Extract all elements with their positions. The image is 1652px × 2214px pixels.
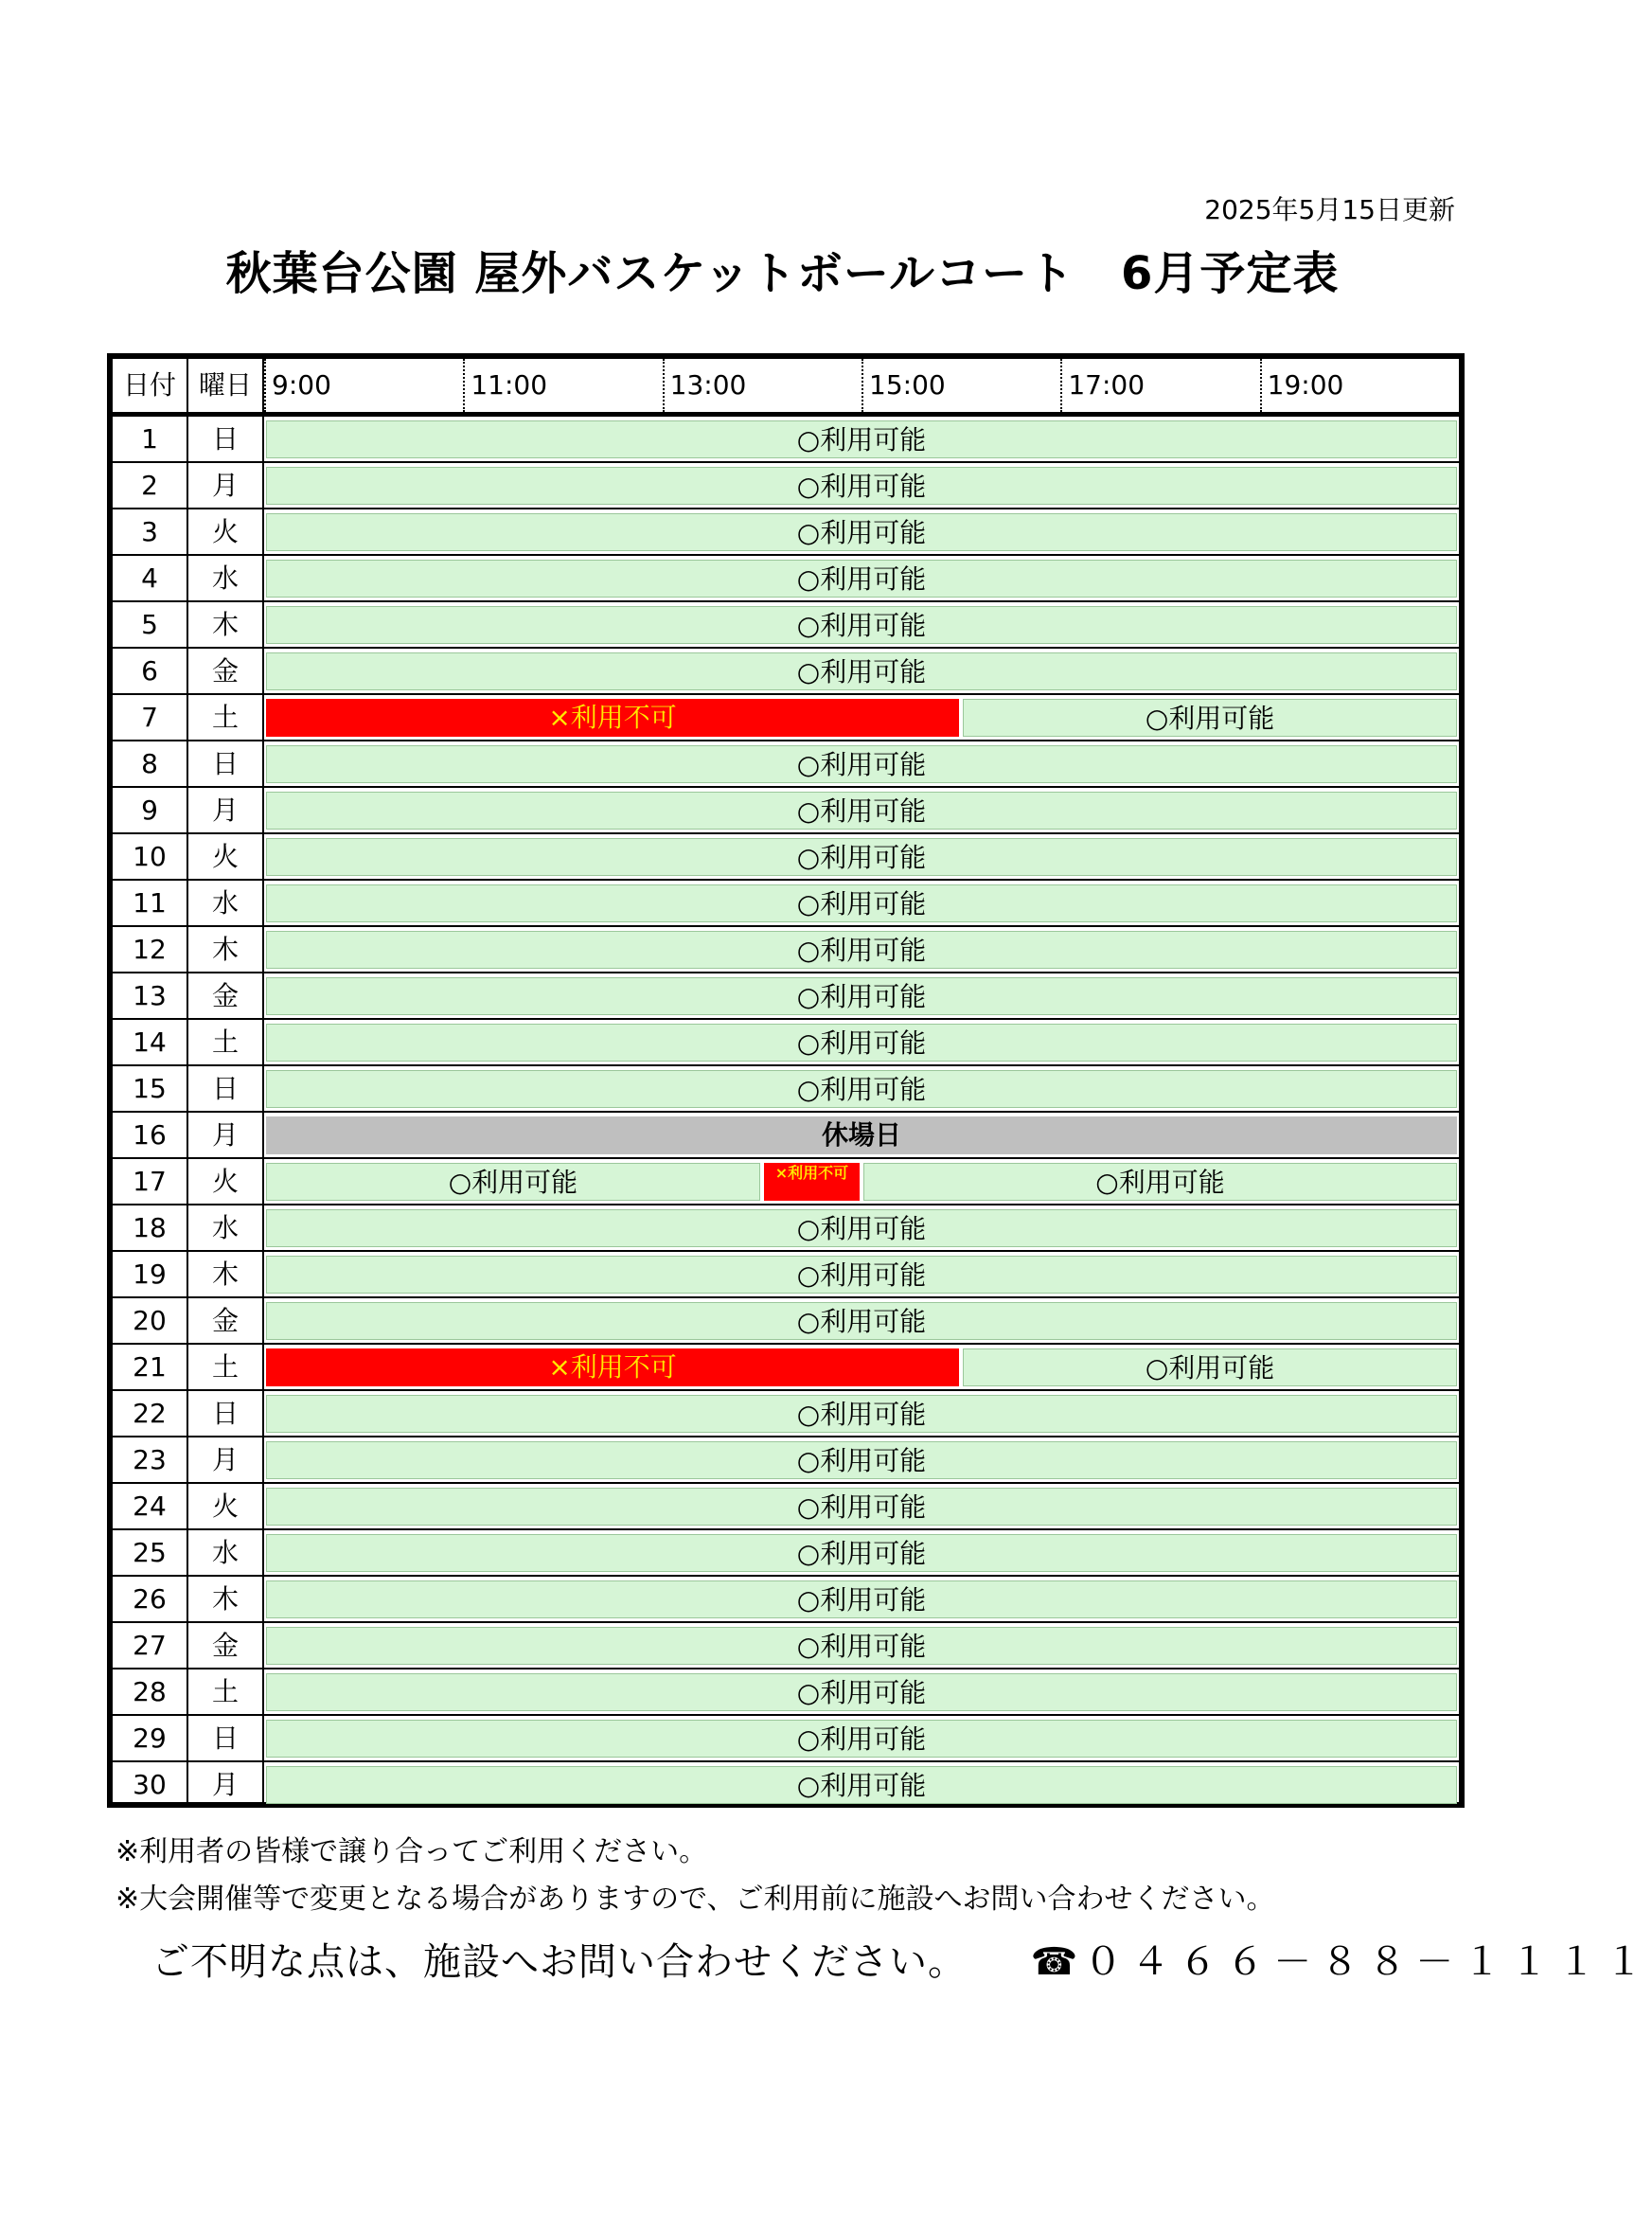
row-weekday: 火	[188, 834, 264, 879]
slot-available: ○利用可能	[266, 1209, 1457, 1247]
row-weekday: 木	[188, 1577, 264, 1621]
slot-available: ○利用可能	[266, 652, 1457, 690]
schedule-row	[113, 1669, 1459, 1716]
slot-available: ○利用可能	[266, 745, 1457, 783]
schedule-row	[113, 1530, 1459, 1577]
row-weekday: 月	[188, 1762, 264, 1807]
row-weekday: 水	[188, 1205, 264, 1250]
time-label: 13:00	[669, 369, 747, 401]
header-day: 曜日	[188, 359, 264, 412]
row-date: 27	[113, 1623, 188, 1668]
time-label: 19:00	[1267, 369, 1344, 401]
schedule-row	[113, 509, 1459, 556]
time-tick	[264, 359, 331, 412]
row-weekday: 土	[188, 1020, 264, 1064]
row-date: 2	[113, 463, 188, 508]
row-date: 26	[113, 1577, 188, 1621]
schedule-row	[113, 927, 1459, 973]
schedule-row	[113, 1205, 1459, 1252]
time-tick	[862, 359, 946, 412]
row-weekday: 月	[188, 1437, 264, 1482]
row-date: 13	[113, 973, 188, 1018]
note-share: ※利用者の皆様で譲り合ってご利用ください。	[115, 1835, 708, 1868]
schedule-row	[113, 602, 1459, 649]
schedule-row	[113, 741, 1459, 788]
row-date: 8	[113, 741, 188, 786]
row-date: 20	[113, 1298, 188, 1343]
schedule-header	[113, 359, 1459, 417]
row-date: 7	[113, 695, 188, 740]
schedule-row	[113, 649, 1459, 695]
slot-available: ○利用可能	[266, 1163, 760, 1201]
time-tick	[463, 359, 548, 412]
row-date: 25	[113, 1530, 188, 1575]
slot-available: ○利用可能	[266, 792, 1457, 830]
slot-available: ○利用可能	[266, 513, 1457, 551]
slot-available: ○利用可能	[266, 838, 1457, 876]
row-weekday: 月	[188, 463, 264, 508]
row-weekday: 水	[188, 1530, 264, 1575]
slot-available: ○利用可能	[266, 1720, 1457, 1758]
row-weekday: 日	[188, 1716, 264, 1760]
row-weekday: 土	[188, 1345, 264, 1389]
row-weekday: 日	[188, 741, 264, 786]
schedule-row	[113, 1623, 1459, 1669]
row-date: 17	[113, 1159, 188, 1204]
slot-available: ○利用可能	[266, 977, 1457, 1015]
row-date: 19	[113, 1252, 188, 1296]
slot-available: ○利用可能	[266, 1766, 1457, 1804]
schedule-row	[113, 1113, 1459, 1159]
slot-available: ○利用可能	[266, 560, 1457, 598]
schedule-row	[113, 1437, 1459, 1484]
time-tick	[663, 359, 747, 412]
row-date: 21	[113, 1345, 188, 1389]
slot-available: ○利用可能	[266, 1534, 1457, 1572]
slot-available: ○利用可能	[266, 931, 1457, 969]
contact-text: ご不明な点は、施設へお問い合わせください。	[151, 1940, 967, 1984]
schedule-row	[113, 1159, 1459, 1205]
row-date: 18	[113, 1205, 188, 1250]
schedule-row	[113, 1298, 1459, 1345]
schedule-table	[107, 353, 1465, 1808]
row-date: 12	[113, 927, 188, 972]
slot-available: ○利用可能	[266, 1070, 1457, 1108]
schedule-row	[113, 1345, 1459, 1391]
row-date: 16	[113, 1113, 188, 1157]
row-date: 23	[113, 1437, 188, 1482]
row-date: 6	[113, 649, 188, 693]
slot-available: ○利用可能	[266, 1441, 1457, 1479]
schedule-row	[113, 695, 1459, 741]
row-date: 24	[113, 1484, 188, 1528]
row-weekday: 水	[188, 556, 264, 600]
row-weekday: 木	[188, 1252, 264, 1296]
time-tick	[1260, 359, 1344, 412]
row-date: 3	[113, 509, 188, 554]
time-tick	[1060, 359, 1146, 412]
row-weekday: 月	[188, 788, 264, 832]
schedule-row	[113, 834, 1459, 881]
row-date: 10	[113, 834, 188, 879]
slot-available: ○利用可能	[266, 1627, 1457, 1665]
row-weekday: 金	[188, 1623, 264, 1668]
row-date: 5	[113, 602, 188, 647]
contact-line	[151, 1932, 1652, 1986]
row-weekday: 火	[188, 1159, 264, 1204]
row-date: 22	[113, 1391, 188, 1436]
slot-available: ○利用可能	[266, 420, 1457, 458]
row-weekday: 木	[188, 602, 264, 647]
schedule-row	[113, 1066, 1459, 1113]
schedule-row	[113, 463, 1459, 509]
schedule-row	[113, 788, 1459, 834]
schedule-row	[113, 1391, 1459, 1437]
row-weekday: 金	[188, 649, 264, 693]
schedule-row	[113, 417, 1459, 463]
row-weekday: 日	[188, 1066, 264, 1111]
row-weekday: 月	[188, 1113, 264, 1157]
slot-available: ○利用可能	[266, 1302, 1457, 1340]
note-change: ※大会開催等で変更となる場合がありますので、ご利用前に施設へお問い合わせください。	[115, 1883, 1275, 1916]
slot-available: ○利用可能	[266, 1256, 1457, 1294]
row-date: 28	[113, 1669, 188, 1714]
time-label: 17:00	[1068, 369, 1146, 401]
slot-unavailable: ×利用不可	[764, 1163, 860, 1201]
row-date: 29	[113, 1716, 188, 1760]
slot-closed: 休場日	[266, 1116, 1457, 1154]
schedule-row	[113, 556, 1459, 602]
schedule-row	[113, 1577, 1459, 1623]
slot-available: ○利用可能	[266, 1673, 1457, 1711]
row-date: 14	[113, 1020, 188, 1064]
slot-available: ○利用可能	[266, 1488, 1457, 1526]
slot-unavailable: ×利用不可	[266, 699, 959, 737]
row-weekday: 土	[188, 695, 264, 740]
row-weekday: 日	[188, 417, 264, 461]
slot-available: ○利用可能	[266, 1395, 1457, 1433]
row-weekday: 木	[188, 927, 264, 972]
time-label: 11:00	[471, 369, 548, 401]
schedule-row	[113, 973, 1459, 1020]
row-date: 15	[113, 1066, 188, 1111]
time-label: 15:00	[869, 369, 946, 401]
time-label: 9:00	[272, 369, 331, 401]
row-date: 4	[113, 556, 188, 600]
slot-available: ○利用可能	[266, 884, 1457, 922]
phone-number: ０４６６－８８－１１１１	[1084, 1940, 1652, 1984]
schedule-row	[113, 1252, 1459, 1298]
schedule-row	[113, 1020, 1459, 1066]
slot-unavailable: ×利用不可	[266, 1348, 959, 1386]
schedule-row	[113, 1716, 1459, 1762]
phone-icon: ☎	[1030, 1940, 1079, 1984]
row-date: 30	[113, 1762, 188, 1807]
page-title: 秋葉台公園 屋外バスケットボールコート 6月予定表	[225, 247, 1340, 300]
slot-available: ○利用可能	[266, 606, 1457, 644]
row-weekday: 火	[188, 509, 264, 554]
slot-available: ○利用可能	[266, 1580, 1457, 1618]
row-weekday: 日	[188, 1391, 264, 1436]
row-weekday: 火	[188, 1484, 264, 1528]
slot-available: ○利用可能	[266, 1024, 1457, 1062]
slot-available: ○利用可能	[963, 1348, 1457, 1386]
slot-available: ○利用可能	[863, 1163, 1457, 1201]
slot-available: ○利用可能	[963, 699, 1457, 737]
slot-available: ○利用可能	[266, 467, 1457, 505]
row-date: 11	[113, 881, 188, 925]
updated-date: 2025年5月15日更新	[1204, 194, 1455, 225]
row-weekday: 土	[188, 1669, 264, 1714]
row-date: 1	[113, 417, 188, 461]
header-date: 日付	[113, 359, 188, 412]
row-weekday: 水	[188, 881, 264, 925]
row-weekday: 金	[188, 1298, 264, 1343]
row-date: 9	[113, 788, 188, 832]
schedule-row	[113, 881, 1459, 927]
schedule-row	[113, 1762, 1459, 1809]
schedule-row	[113, 1484, 1459, 1530]
row-weekday: 金	[188, 973, 264, 1018]
